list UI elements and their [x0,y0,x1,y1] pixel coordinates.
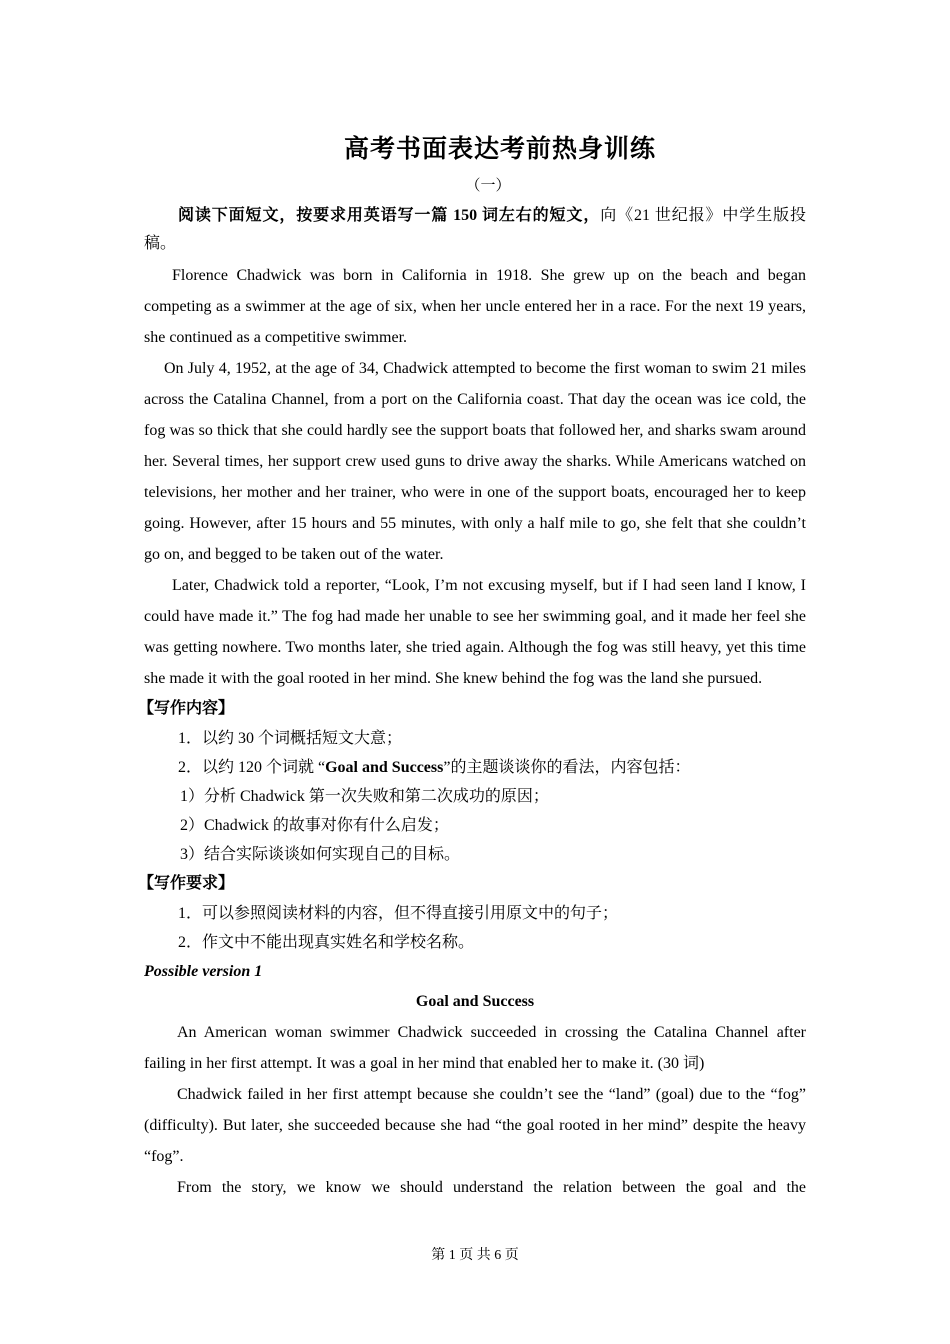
essay-paragraph-2: Chadwick failed in her first attempt because she couldn’t see the “land” (goal) due to the “fog” (difficulty). But later, she succeeded because she had “the goal rooted in her mind” despite the heavy “fog”. [144,1086,806,1165]
content-item-2-pre: 2．以约 120 个词就 “ [178,759,326,776]
requirement-item-2: 2．作文中不能出现真实姓名和学校名称。 [178,934,475,951]
content-item-2 [144,753,806,782]
document-page [138,130,806,1203]
content-item-2-post: ”的主题谈谈你的看法，内容包括： [443,759,691,776]
essay-paragraph-1: An American woman swimmer Chadwick succeeded in crossing the Catalina Channel after failing in her first attempt. It was a goal in her mind that enabled her to make it. (30 词) [144,1024,806,1072]
requirement-item-1: 1．可以参照阅读材料的内容，但不得直接引用原文中的句子； [178,905,619,922]
page-footer: 第 1 页 共 6 页 [431,1248,519,1263]
content-subitem-2: 2）Chadwick 的故事对你有什么启发； [180,817,449,834]
requirements-section-heading: 【写作要求】 [138,875,235,892]
instruction-normal: 向《21 世纪报》中学生版投稿。 [144,207,806,252]
content-item-1: 1．以约 30 个词概括短文大意； [178,730,403,747]
content-section-heading: 【写作内容】 [138,700,235,717]
content-subitem-3: 3）结合实际谈谈如何实现自己的目标。 [180,846,461,863]
document-title: 高考书面表达考前热身训练 [343,136,656,163]
essay-paragraph-3: From the story, we know we should understand the relation between the goal and the [177,1179,806,1196]
document-subtitle: （一） [465,178,511,194]
possible-version-label: Possible version 1 [144,963,263,980]
passage-paragraph-1: Florence Chadwick was born in California in 1918. She grew up on the beach and began competing as a swimmer at the age of six, when her uncle entered her in a race. For the next 19 years, she continued as a competitive swimmer. [144,267,806,346]
passage-paragraph-3: Later, Chadwick told a reporter, “Look, I’m not excusing myself, but if I had seen land I know, I could have made it.” The fog had made her unable to see her swimming goal, and it made her feel she was getting nowhere. Two months later, she tried again. Although the fog was still heavy, yet this time she made it with the goal rooted in her mind. She knew behind the fog was the land she pursued. [144,577,806,687]
content-subitem-1: 1）分析 Chadwick 第一次失败和第二次成功的原因； [180,788,549,805]
task-instruction [144,202,806,258]
content-item-2-topic: Goal and Success [325,759,444,776]
instruction-bold: 阅读下面短文，按要求用英语写一篇 150 词左右的短文， [178,207,601,224]
essay-title: Goal and Success [415,993,535,1010]
passage-paragraph-2: On July 4, 1952, at the age of 34, Chadwick attempted to become the first woman to swim 21 miles across the Catalina Channel, from a port on the California coast. That day the ocean was ice cold, the fog was so thick that she could hardly see the support boats that followed her, and sharks swam around her. Several times, her support crew used guns to drive away the sharks. While Americans watched on televisions, her mother and her trainer, who were in one of the support boats, encouraged her to keep going. However, after 15 hours and 55 minutes, with only a half mile to go, she felt that she couldn’t go on, and begged to be taken out of the water. [144,360,806,563]
